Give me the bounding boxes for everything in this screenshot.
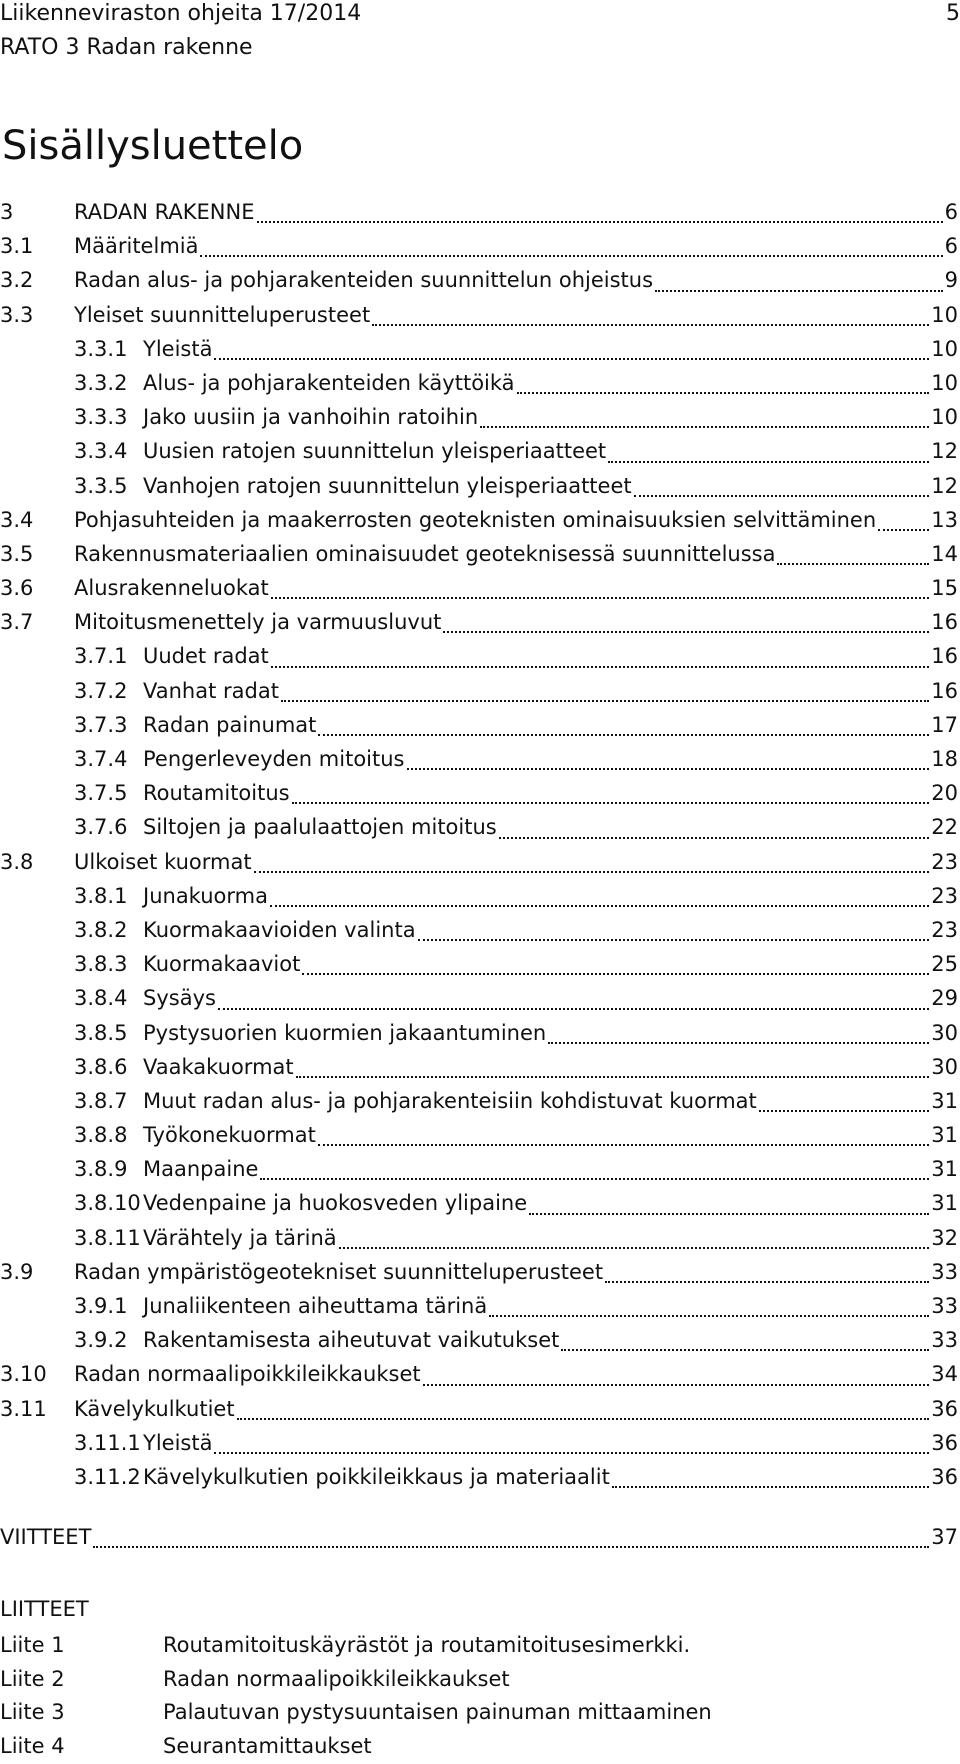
appendix-list xyxy=(0,1630,958,1764)
dot-leader xyxy=(318,733,929,736)
toc-entry-page: 15 xyxy=(931,573,958,603)
toc-entry[interactable] xyxy=(0,1257,958,1291)
toc-entry-number: 3.8.9 xyxy=(74,1154,143,1184)
appendix-title: Radan normaalipoikkileikkaukset xyxy=(163,1664,958,1698)
toc-entry-label: Yleistä xyxy=(143,1428,212,1458)
toc-entry-page: 10 xyxy=(931,402,958,432)
toc-entry-page: 36 xyxy=(931,1394,958,1424)
appendix-id: Liite 3 xyxy=(0,1697,163,1731)
dot-leader xyxy=(200,254,942,257)
toc-entry-label: Junaliikenteen aiheuttama tärinä xyxy=(143,1291,487,1321)
toc-entry[interactable] xyxy=(0,1462,958,1496)
toc-entry-number: 3.7.5 xyxy=(74,778,143,808)
appendix-title: Palautuvan pystysuuntaisen painuman mittaaminen xyxy=(163,1697,958,1731)
toc-entry-number: 3.7.6 xyxy=(74,812,143,842)
toc-entry[interactable] xyxy=(0,1394,958,1428)
toc-entry[interactable] xyxy=(0,607,958,641)
toc-entry-page: 6 xyxy=(945,231,958,261)
toc-entry-number: 3.3.3 xyxy=(74,402,143,432)
toc-entry-number: 3.8.1 xyxy=(74,881,143,911)
toc-entry[interactable] xyxy=(0,471,958,505)
toc-entry-number: 3.2 xyxy=(0,265,74,295)
toc-entry[interactable] xyxy=(0,1359,958,1393)
toc-entry-label: Vanhat radat xyxy=(143,676,279,706)
toc-entry-number: 3.8.7 xyxy=(74,1086,143,1116)
appendix-item xyxy=(0,1731,958,1764)
toc-entry-label: Vanhojen ratojen suunnittelun yleisperiaatteet xyxy=(143,471,632,501)
toc-entry-page: 33 xyxy=(931,1257,958,1287)
toc-entry-number: 3.6 xyxy=(0,573,74,603)
toc-entry-label: Uudet radat xyxy=(143,641,269,671)
table-of-contents xyxy=(0,197,958,1496)
toc-entry[interactable] xyxy=(0,1223,958,1257)
dot-leader xyxy=(529,1212,929,1215)
toc-entry-number: 3.4 xyxy=(0,505,74,535)
toc-entry[interactable] xyxy=(0,710,958,744)
toc-entry-page: 10 xyxy=(931,368,958,398)
toc-entry-number: 3.9 xyxy=(0,1257,74,1287)
toc-entry-page: 16 xyxy=(931,641,958,671)
toc-entry[interactable] xyxy=(0,539,958,573)
dot-leader xyxy=(339,1246,930,1249)
toc-entry-page: 30 xyxy=(931,1052,958,1082)
dot-leader xyxy=(237,1417,930,1420)
toc-entry-page: 31 xyxy=(931,1154,958,1184)
toc-entry-label: Kävelykulkutiet xyxy=(74,1394,235,1424)
toc-entry-number: 3.5 xyxy=(0,539,74,569)
toc-entry[interactable] xyxy=(0,505,958,539)
dot-leader xyxy=(499,836,930,839)
dot-leader xyxy=(489,1314,929,1317)
toc-entry-number: 3.7.1 xyxy=(74,641,143,671)
toc-entry-page: 29 xyxy=(931,983,958,1013)
toc-entry-page: 31 xyxy=(931,1188,958,1218)
toc-entry-number: 3.8 xyxy=(0,847,74,877)
toc-entry-number: 3.7.2 xyxy=(74,676,143,706)
dot-leader xyxy=(634,494,930,497)
toc-entry-label: Kävelykulkutien poikkileikkaus ja materiaalit xyxy=(143,1462,610,1492)
toc-entry-number: 3.7.3 xyxy=(74,710,143,740)
toc-entry-label: Junakuorma xyxy=(143,881,268,911)
toc-entry[interactable] xyxy=(0,949,958,983)
toc-entry-number: 3.3.1 xyxy=(74,334,143,364)
toc-entry-number: 3.8.11 xyxy=(74,1223,143,1253)
toc-entry-label: Pengerleveyden mitoitus xyxy=(143,744,405,774)
toc-entry[interactable] xyxy=(0,436,958,470)
toc-entry-label: Pystysuorien kuormien jakaantuminen xyxy=(143,1018,546,1048)
toc-entry-number: 3.8.6 xyxy=(74,1052,143,1082)
toc-entry-label: Routamitoitus xyxy=(143,778,290,808)
toc-entry[interactable] xyxy=(0,300,958,334)
toc-entry-label: Kuormakaaviot xyxy=(143,949,300,979)
toc-entry-label: Työkonekuormat xyxy=(143,1120,316,1150)
toc-entry-number: 3.11 xyxy=(0,1394,74,1424)
toc-entry-page: 30 xyxy=(931,1018,958,1048)
toc-entry-number: 3 xyxy=(0,197,74,227)
toc-entry-label: Radan alus- ja pohjarakenteiden suunnittelun ohjeistus xyxy=(74,265,653,295)
toc-entry-number: 3.10 xyxy=(0,1359,74,1389)
toc-entry-number: 3.1 xyxy=(0,231,74,261)
toc-entry-number: 3.8.10 xyxy=(74,1188,143,1218)
dot-leader xyxy=(605,1280,929,1283)
toc-entry-page: 16 xyxy=(931,676,958,706)
toc-entry-page: 31 xyxy=(931,1120,958,1150)
toc-entry[interactable] xyxy=(0,676,958,710)
toc-entry-label: Muut radan alus- ja pohjarakenteisiin kohdistuvat kuormat xyxy=(143,1086,757,1116)
appendices-heading: LIITTEET xyxy=(0,1594,89,1624)
toc-entry-page: 37 xyxy=(931,1522,958,1552)
toc-entry[interactable] xyxy=(0,1086,958,1120)
toc-entry-page: 33 xyxy=(931,1325,958,1355)
toc-entry[interactable] xyxy=(0,1052,958,1086)
toc-entry-page: 16 xyxy=(931,607,958,637)
toc-entry-label: Kuormakaavioiden valinta xyxy=(143,915,416,945)
toc-entry[interactable] xyxy=(0,573,958,607)
toc-entry-number: 3.8.4 xyxy=(74,983,143,1013)
toc-entry-page: 31 xyxy=(931,1086,958,1116)
toc-entry-page: 17 xyxy=(931,710,958,740)
toc-entry[interactable] xyxy=(0,1188,958,1222)
page-number: 5 xyxy=(946,0,960,28)
toc-entry[interactable] xyxy=(0,265,958,299)
toc-entry[interactable] xyxy=(0,334,958,368)
toc-entry[interactable] xyxy=(0,231,958,265)
appendix-title: Routamitoituskäyrästöt ja routamitoitusesimerkki. xyxy=(163,1630,958,1664)
toc-entry-label: Jako uusiin ja vanhoihin ratoihin xyxy=(143,402,478,432)
toc-entry-label: Radan ympäristögeotekniset suunnitteluperusteet xyxy=(74,1257,603,1287)
dot-leader xyxy=(302,972,929,975)
toc-entry-page: 33 xyxy=(931,1291,958,1321)
dot-leader xyxy=(296,1075,930,1078)
toc-entry[interactable] xyxy=(0,847,958,881)
toc-entry-label: Sysäys xyxy=(143,983,216,1013)
toc-entry-page: 23 xyxy=(931,915,958,945)
dot-leader xyxy=(214,1451,929,1454)
toc-entry-label: Siltojen ja paalulaattojen mitoitus xyxy=(143,812,497,842)
toc-entry-page: 10 xyxy=(931,334,958,364)
toc-entry[interactable] xyxy=(0,1154,958,1188)
toc-entry-page: 10 xyxy=(931,300,958,330)
toc-entry[interactable] xyxy=(0,778,958,812)
appendix-title: Seurantamittaukset xyxy=(163,1731,958,1764)
dot-leader xyxy=(260,1177,929,1180)
toc-entry[interactable] xyxy=(0,983,958,1017)
toc-entry-number: 3.11.2 xyxy=(74,1462,143,1492)
dot-leader xyxy=(548,1041,929,1044)
toc-entry[interactable] xyxy=(0,744,958,778)
toc-entry-label: Värähtely ja tärinä xyxy=(143,1223,337,1253)
toc-entry[interactable] xyxy=(0,197,958,231)
toc-entry-label: Vedenpaine ja huokosveden ylipaine xyxy=(143,1188,527,1218)
toc-entry-page: 9 xyxy=(945,265,958,295)
page-title: Sisällysluettelo xyxy=(2,122,303,170)
dot-leader xyxy=(443,630,929,633)
toc-entry-label: Alusrakenneluokat xyxy=(74,573,269,603)
toc-entry-number: 3.9.1 xyxy=(74,1291,143,1321)
dot-leader xyxy=(480,425,929,428)
toc-entry-page: 34 xyxy=(931,1359,958,1389)
toc-entry[interactable] xyxy=(0,915,958,949)
dot-leader xyxy=(218,1007,929,1010)
toc-entry-number: 3.7 xyxy=(0,607,74,637)
toc-entry[interactable] xyxy=(0,641,958,675)
toc-entry-label: Pohjasuhteiden ja maakerrosten geoteknisten ominaisuuksien selvittäminen xyxy=(74,505,876,535)
appendix-id: Liite 4 xyxy=(0,1731,163,1764)
toc-entry-number: 3.8.8 xyxy=(74,1120,143,1150)
toc-entry[interactable] xyxy=(0,1325,958,1359)
toc-entry[interactable] xyxy=(0,881,958,915)
appendix-id: Liite 2 xyxy=(0,1664,163,1698)
toc-entry-label: Yleistä xyxy=(143,334,212,364)
dot-leader xyxy=(254,870,930,873)
dot-leader xyxy=(292,801,930,804)
dot-leader xyxy=(257,220,943,223)
toc-entry[interactable] xyxy=(0,1120,958,1154)
toc-entry-number: 3.3.4 xyxy=(74,436,143,466)
toc-entry-label: Uusien ratojen suunnittelun yleisperiaatteet xyxy=(143,436,606,466)
toc-entry[interactable] xyxy=(0,402,958,436)
toc-entry-number: 3.3.2 xyxy=(74,368,143,398)
toc-entry-number: 3.8.3 xyxy=(74,949,143,979)
dot-leader xyxy=(655,289,943,292)
dot-leader xyxy=(759,1109,930,1112)
toc-entry[interactable] xyxy=(0,1428,958,1462)
toc-entry-page: 25 xyxy=(931,949,958,979)
toc-entry-viitteet[interactable] xyxy=(0,1522,958,1556)
toc-entry-page: 6 xyxy=(945,197,958,227)
toc-entry-page: 23 xyxy=(931,881,958,911)
appendix-item xyxy=(0,1697,958,1731)
dot-leader xyxy=(271,665,929,668)
toc-entry-label: Rakennusmateriaalien ominaisuudet geoteknisessä suunnittelussa xyxy=(74,539,775,569)
toc-entry[interactable] xyxy=(0,368,958,402)
dot-leader xyxy=(214,357,929,360)
toc-entry-label: VIITTEET xyxy=(0,1522,91,1552)
appendix-item xyxy=(0,1664,958,1698)
dot-leader xyxy=(418,938,930,941)
toc-entry-page: 12 xyxy=(931,436,958,466)
toc-entry-number: 3.8.5 xyxy=(74,1018,143,1048)
toc-entry-page: 20 xyxy=(931,778,958,808)
toc-entry-label: Radan normaalipoikkileikkaukset xyxy=(74,1359,421,1389)
toc-entry[interactable] xyxy=(0,1291,958,1325)
dot-leader xyxy=(608,460,929,463)
toc-entry-page: 32 xyxy=(931,1223,958,1253)
dot-leader xyxy=(270,904,929,907)
toc-entry-label: Ulkoiset kuormat xyxy=(74,847,252,877)
toc-entry-number: 3.7.4 xyxy=(74,744,143,774)
toc-entry-label: RADAN RAKENNE xyxy=(74,197,255,227)
toc-entry-number: 3.9.2 xyxy=(74,1325,143,1355)
toc-entry-label: Mitoitusmenettely ja varmuusluvut xyxy=(74,607,441,637)
toc-entry-label: Maanpaine xyxy=(143,1154,258,1184)
dot-leader xyxy=(281,699,929,702)
toc-entry-page: 18 xyxy=(931,744,958,774)
toc-entry-page: 36 xyxy=(931,1428,958,1458)
dot-leader xyxy=(318,1143,929,1146)
toc-entry-number: 3.8.2 xyxy=(74,915,143,945)
toc-entry[interactable] xyxy=(0,812,958,846)
toc-entry-label: Yleiset suunnitteluperusteet xyxy=(74,300,370,330)
toc-entry-number: 3.3.5 xyxy=(74,471,143,501)
toc-entry-label: Määritelmiä xyxy=(74,231,198,261)
dot-leader xyxy=(561,1348,929,1351)
toc-entry-page: 22 xyxy=(931,812,958,842)
dot-leader xyxy=(407,767,930,770)
dot-leader xyxy=(93,1545,929,1548)
toc-entry-label: Rakentamisesta aiheutuvat vaikutukset xyxy=(143,1325,559,1355)
dot-leader xyxy=(612,1485,929,1488)
toc-entry-page: 23 xyxy=(931,847,958,877)
dot-leader xyxy=(423,1383,930,1386)
dot-leader xyxy=(878,528,929,531)
toc-entry[interactable] xyxy=(0,1018,958,1052)
toc-entry-label: Vaakakuormat xyxy=(143,1052,294,1082)
toc-entry-page: 14 xyxy=(931,539,958,569)
dot-leader xyxy=(372,323,929,326)
dot-leader xyxy=(517,391,930,394)
toc-entry-page: 12 xyxy=(931,471,958,501)
toc-entry-number: 3.11.1 xyxy=(74,1428,143,1458)
appendix-id: Liite 1 xyxy=(0,1630,163,1664)
toc-entry-page: 13 xyxy=(931,505,958,535)
running-header-series: Liikenneviraston ohjeita 17/2014 xyxy=(0,0,361,28)
dot-leader xyxy=(271,596,930,599)
toc-entry-label: Alus- ja pohjarakenteiden käyttöikä xyxy=(143,368,515,398)
dot-leader xyxy=(777,562,929,565)
toc-entry-label: Radan painumat xyxy=(143,710,316,740)
appendix-item xyxy=(0,1630,958,1664)
running-header-title: RATO 3 Radan rakenne xyxy=(0,34,253,62)
toc-entry-number: 3.3 xyxy=(0,300,74,330)
toc-entry-page: 36 xyxy=(931,1462,958,1492)
